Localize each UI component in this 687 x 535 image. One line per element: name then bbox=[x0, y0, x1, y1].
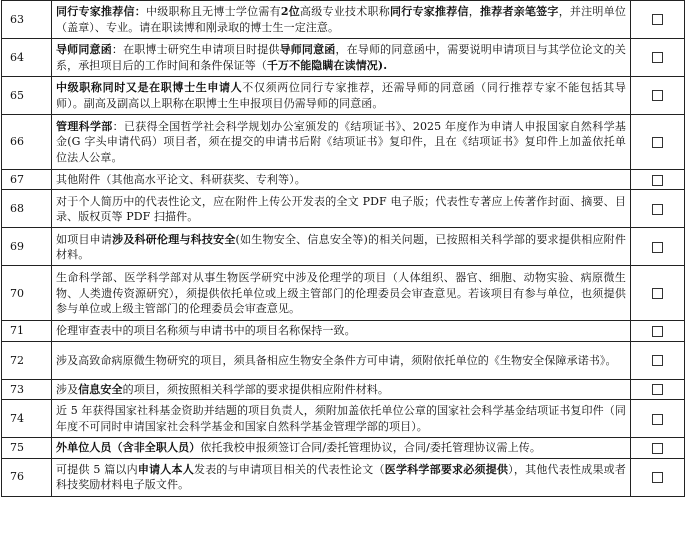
emphasized-text: 同行专家推荐信 bbox=[390, 5, 469, 19]
emphasized-text: 管理科学部 bbox=[56, 119, 113, 133]
checklist-row bbox=[2, 115, 685, 170]
row-number: 66 bbox=[2, 115, 52, 170]
checkbox[interactable] bbox=[652, 288, 663, 299]
body-text: 其他附件（其他高水平论文、科研获奖、专利等）。 bbox=[56, 173, 306, 186]
row-requirement-text bbox=[52, 266, 631, 321]
checkbox[interactable] bbox=[652, 326, 663, 337]
checkbox[interactable] bbox=[652, 414, 663, 425]
row-number: 74 bbox=[2, 400, 52, 438]
checklist-row bbox=[2, 266, 685, 321]
body-text: 涉及 bbox=[56, 382, 79, 396]
emphasized-text: 申请人本人 bbox=[137, 462, 194, 476]
body-text: ，并注明单位（盖章）、专业。请在职读博和刚录取的博士生一定注意。 bbox=[56, 5, 627, 34]
body-text: 对于个人简历中的代表性论文，应在附件上传公开发表的全文 PDF 电子版；代表性专著应上传著作封面、摘要、目录、版权页等 PDF 扫描件。 bbox=[56, 194, 626, 223]
checklist-table bbox=[1, 0, 685, 497]
body-text: 依托我校申报须签订合同/委托管理协议，合同/委托管理协议需上传。 bbox=[200, 441, 541, 455]
body-text: 生命科学部、医学科学部对从事生物医学研究中涉及伦理学的项目（人体组织、器官、细胞、动物实验、病原微生物、人类遗传资源研究），须提供依托单位或上级主管部门的伦理委员会审查意见。若该项目有参与单位，也须提供参与单位或上级主管部门的伦理委员会审查意见。 bbox=[56, 271, 626, 316]
row-requirement-text bbox=[52, 341, 631, 379]
row-number: 76 bbox=[2, 458, 52, 496]
checkbox[interactable] bbox=[652, 14, 663, 25]
row-requirement-text bbox=[52, 400, 631, 438]
checkbox[interactable] bbox=[652, 90, 663, 101]
body-text: ，在导师的同意函中，需要说明申请项目与其学位论文的关系，承担项目后的工作时间和条件保证等（ bbox=[56, 43, 626, 72]
row-check-cell bbox=[631, 115, 685, 170]
row-requirement-text bbox=[52, 458, 631, 496]
emphasized-text: 医学科学部要求必须提供 bbox=[384, 462, 509, 476]
row-requirement-text bbox=[52, 170, 631, 190]
row-number: 63 bbox=[2, 1, 52, 39]
body-text: 可提供 5 篇以内 bbox=[56, 462, 138, 476]
checklist-row bbox=[2, 77, 685, 115]
body-text: 如项目申请 bbox=[56, 232, 113, 246]
row-requirement-text bbox=[52, 438, 631, 458]
row-number: 68 bbox=[2, 190, 52, 228]
checklist-row bbox=[2, 438, 685, 458]
row-requirement-text bbox=[52, 379, 631, 399]
row-requirement-text bbox=[52, 190, 631, 228]
body-text: ， bbox=[468, 5, 480, 19]
row-check-cell bbox=[631, 39, 685, 77]
row-check-cell bbox=[631, 321, 685, 341]
checkbox[interactable] bbox=[652, 355, 663, 366]
row-number: 70 bbox=[2, 266, 52, 321]
row-requirement-text bbox=[52, 77, 631, 115]
checkbox[interactable] bbox=[652, 175, 663, 186]
row-check-cell bbox=[631, 458, 685, 496]
checkbox[interactable] bbox=[652, 384, 663, 395]
row-number: 75 bbox=[2, 438, 52, 458]
body-text: 高级专业技术职称 bbox=[300, 5, 390, 19]
body-text: 中级职称且无博士学位需有 bbox=[145, 5, 281, 19]
row-check-cell bbox=[631, 400, 685, 438]
checklist-row bbox=[2, 190, 685, 228]
checklist-row bbox=[2, 1, 685, 39]
row-number: 69 bbox=[2, 228, 52, 266]
row-requirement-text bbox=[52, 228, 631, 266]
row-requirement-text bbox=[52, 1, 631, 39]
row-check-cell bbox=[631, 190, 685, 228]
row-check-cell bbox=[631, 1, 685, 39]
emphasized-text: 导师同意函 bbox=[279, 43, 336, 57]
checkbox[interactable] bbox=[652, 52, 663, 63]
emphasized-text: 信息安全 bbox=[78, 382, 123, 396]
row-check-cell bbox=[631, 379, 685, 399]
body-text: 涉及高致命病原微生物研究的项目，须具备相应生物安全条件方可申请，须附依托单位的《生物安全保障承诺书》。 bbox=[56, 353, 617, 367]
row-check-cell bbox=[631, 266, 685, 321]
emphasized-text: 导师同意函 bbox=[56, 43, 112, 57]
checkbox[interactable] bbox=[652, 472, 663, 483]
emphasized-text: 千万不能隐瞒在读情况). bbox=[266, 58, 388, 72]
row-check-cell bbox=[631, 438, 685, 458]
emphasized-text: 外单位人员（含非全职人员） bbox=[56, 441, 201, 455]
emphasized-text: 2位 bbox=[280, 5, 301, 19]
emphasized-text: 推荐者亲笔签字 bbox=[479, 5, 559, 19]
row-check-cell bbox=[631, 228, 685, 266]
row-check-cell bbox=[631, 170, 685, 190]
row-requirement-text bbox=[52, 321, 631, 341]
body-text: ），其他代表性成果或者科技奖励材料电子版文件。 bbox=[56, 462, 626, 492]
row-number: 64 bbox=[2, 39, 52, 77]
emphasized-text: 中级职称同时又是在职博士生申请人 bbox=[56, 81, 243, 95]
checklist-row bbox=[2, 170, 685, 190]
body-text: 不仅须两位同行专家推荐，还需导师的同意函（同行推荐专家不能包括其导师）。副高及副高以上职称在职博士生申报项目仍需导师的同意函。 bbox=[56, 81, 626, 110]
emphasized-text: 涉及科研伦理与科技安全 bbox=[112, 232, 236, 246]
row-check-cell bbox=[631, 341, 685, 379]
body-text: 伦理审查表中的项目名称须与申请书中的项目名称保持一致。 bbox=[56, 324, 356, 338]
row-check-cell bbox=[631, 77, 685, 115]
checklist-row bbox=[2, 341, 685, 379]
row-number: 72 bbox=[2, 341, 52, 379]
row-requirement-text bbox=[52, 115, 631, 170]
body-text: ：已获得全国哲学社会科学规划办公室颁发的《结项证书》、2025 年度作为申请人申报国家自然科学基金(G 字头申请代码）项目者，须在提交的申请书后附《结项证书》复印件，且在《结项证书》复印件上加盖依托单位法人公章。 bbox=[56, 119, 627, 164]
row-requirement-text bbox=[52, 39, 631, 77]
row-number: 67 bbox=[2, 170, 52, 190]
checkbox[interactable] bbox=[652, 137, 663, 148]
checklist-row bbox=[2, 39, 685, 77]
checklist-row bbox=[2, 400, 685, 438]
row-number: 71 bbox=[2, 321, 52, 341]
emphasized-text: 同行专家推荐信： bbox=[56, 5, 146, 19]
checkbox[interactable] bbox=[652, 204, 663, 215]
body-text: 发表的与申请项目相关的代表性论文（ bbox=[193, 462, 385, 476]
row-number: 73 bbox=[2, 379, 52, 399]
checklist-row bbox=[2, 321, 685, 341]
body-text: 的项目，须按照相关科学部的要求提供相应附件材料。 bbox=[122, 382, 390, 396]
checklist-rows bbox=[2, 1, 685, 497]
checkbox[interactable] bbox=[652, 242, 663, 253]
body-text: ：在职博士研究生申请项目时提供 bbox=[111, 43, 280, 57]
body-text: (如生物安全、信息安全等)的相关问题，已按照相关科学部的要求提供相应附件材料。 bbox=[56, 232, 626, 261]
checkbox[interactable] bbox=[652, 443, 663, 454]
checklist-row bbox=[2, 228, 685, 266]
checklist-row bbox=[2, 458, 685, 496]
body-text: 近 5 年获得国家社科基金资助并结题的项目负责人，须附加盖依托单位公章的国家社会科学基金结项证书复印件（同年度不可同时申请国家社会科学基金和国家自然科学基金管理学部的项目）。 bbox=[56, 404, 626, 433]
checklist-row bbox=[2, 379, 685, 399]
row-number: 65 bbox=[2, 77, 52, 115]
